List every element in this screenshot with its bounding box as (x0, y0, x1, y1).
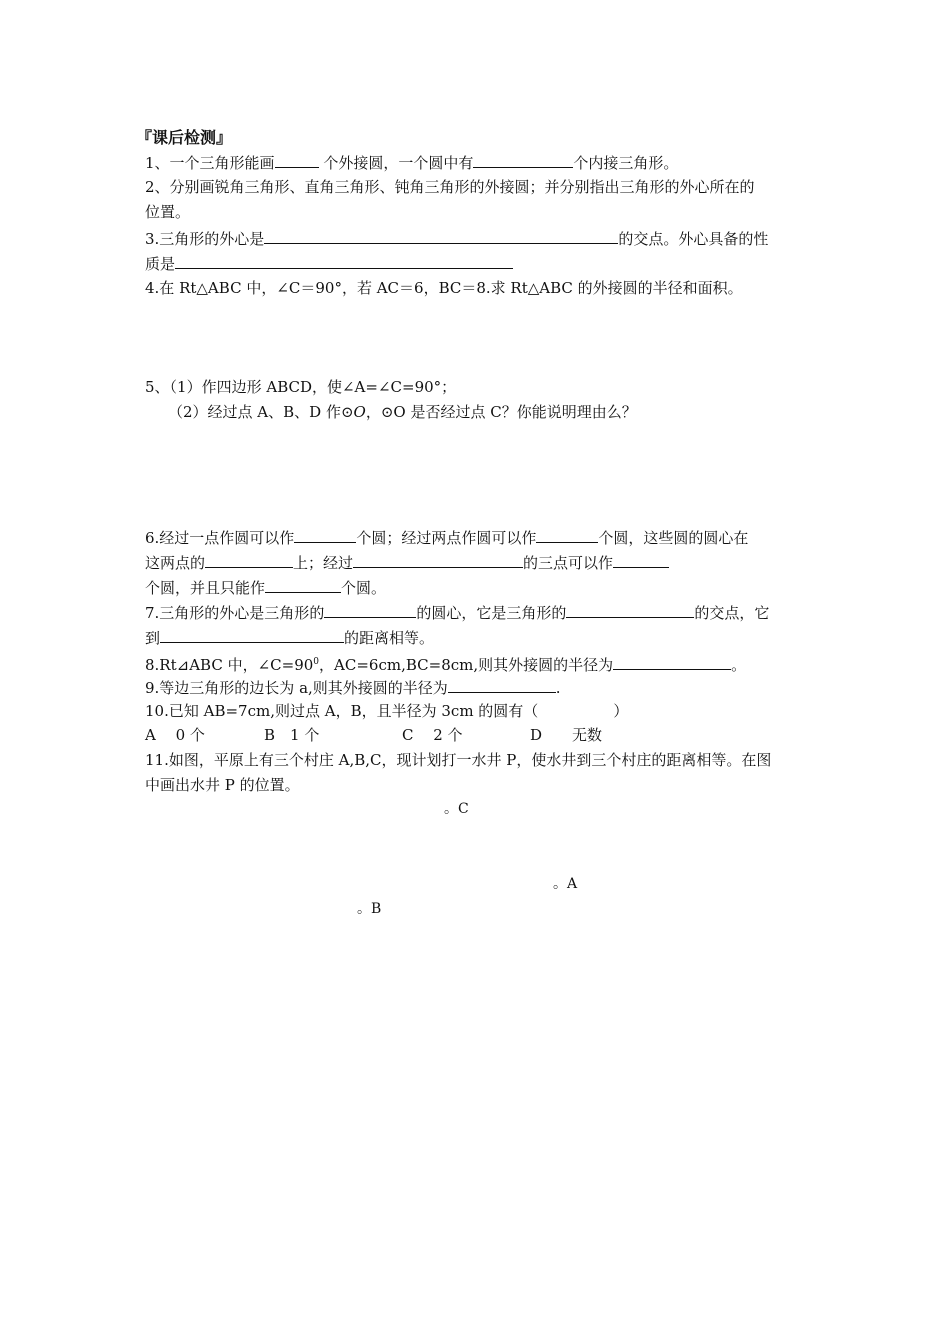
q8-text-a: 8.Rt⊿ABC 中，∠C=90 (145, 656, 314, 674)
q5-text-a: （2）经过点 A、B、D 作⊙ (168, 403, 354, 421)
q8-degree-sup: 0 (313, 657, 320, 667)
q3-blank-1[interactable] (264, 228, 618, 244)
q6-blank-1[interactable] (294, 527, 356, 543)
q8-blank-1[interactable] (613, 654, 731, 670)
question-6-line-3 (145, 577, 386, 598)
q10-option-b[interactable]: B 1 个 (264, 726, 320, 744)
question-7-line-1 (145, 602, 769, 623)
q1-text-b: 个外接圆，一个圆中有 (318, 154, 474, 172)
q6-text-g: 个圆，并且只能作 (145, 579, 266, 597)
q7-text-b: 的圆心，它是三角形的 (416, 604, 567, 622)
q6-text-c: 个圆，这些圆的圆心在 (598, 529, 749, 547)
question-11-line-2: 中画出水井 P 的位置。 (145, 776, 300, 794)
question-3-line-2 (145, 253, 513, 274)
q9-blank-1[interactable] (448, 677, 556, 693)
question-7-line-2 (145, 627, 434, 648)
section-title: 『课后检测』 (136, 128, 233, 147)
q6-blank-4[interactable] (353, 552, 523, 568)
q3-text-a: 3.三角形的外心是 (145, 230, 265, 248)
question-11-line-1: 11.如图，平原上有三个村庄 A,B,C，现计划打一水井 P，使水井到三个村庄的距离相等。在图 (145, 751, 772, 769)
q6-blank-2[interactable] (536, 527, 598, 543)
q7-blank-3[interactable] (160, 627, 344, 643)
q1-blank-1[interactable] (275, 152, 319, 168)
q3-text-c: 质是 (145, 255, 176, 273)
q5-circle-label: O (353, 403, 366, 421)
q3-blank-2[interactable] (175, 253, 513, 269)
question-3-line-1 (145, 228, 768, 249)
village-a-point: 。A (553, 876, 578, 892)
q8-text-b: ，AC=6cm,BC=8cm,则其外接圆的半径为 (319, 656, 614, 674)
question-2-line-2: 位置。 (145, 203, 191, 221)
q10-option-d[interactable]: D 无数 (530, 726, 603, 744)
q3-text-b: 的交点。外心具备的性 (618, 230, 769, 248)
q6-text-e: 上；经过 (293, 554, 354, 572)
q6-text-b: 个圆；经过两点作圆可以作 (356, 529, 537, 547)
q6-text-d: 这两点的 (145, 554, 206, 572)
question-9 (145, 677, 561, 698)
question-10: 10.已知 AB=7cm,则过点 A，B，且半径为 3cm 的圆有（ ） (145, 702, 629, 720)
q6-text-f: 的三点可以作 (523, 554, 614, 572)
q7-blank-1[interactable] (324, 602, 416, 618)
village-c-point: 。C (444, 801, 469, 817)
q6-blank-3[interactable] (205, 552, 293, 568)
q9-text-a: 9.等边三角形的边长为 a,则其外接圆的半径为 (145, 679, 448, 697)
question-8 (145, 652, 746, 675)
q7-blank-2[interactable] (566, 602, 694, 618)
q6-blank-6[interactable] (265, 577, 341, 593)
q5-text-c: ，⊙O 是否经过点 C？你能说明理由么？ (365, 403, 637, 421)
q1-text-c: 个内接三角形。 (573, 154, 679, 172)
q7-text-d: 到 (145, 629, 161, 647)
q6-text-h: 个圆。 (341, 579, 387, 597)
q7-text-a: 7.三角形的外心是三角形的 (145, 604, 325, 622)
q10-option-c[interactable]: C 2 个 (402, 726, 463, 744)
q7-text-c: 的交点，它 (694, 604, 770, 622)
q6-blank-5[interactable] (613, 552, 669, 568)
q8-text-c: 。 (731, 656, 747, 674)
q9-text-b: . (555, 679, 561, 697)
question-6-line-2 (145, 552, 669, 573)
q6-text-a: 6.经过一点作圆可以作 (145, 529, 295, 547)
question-2-line-1: 2、分别画锐角三角形、直角三角形、钝角三角形的外接圆；并分别指出三角形的外心所在的 (145, 178, 755, 196)
q7-text-e: 的距离相等。 (344, 629, 435, 647)
question-6-line-1 (145, 527, 748, 548)
question-5-line-2 (168, 402, 637, 422)
question-5-line-1: 5、（1）作四边形 ABCD，使∠A=∠C=90°； (145, 378, 457, 396)
q10-option-a[interactable]: A 0 个 (145, 726, 205, 744)
q1-blank-2[interactable] (473, 152, 573, 168)
question-4: 4.在 Rt△ABC 中，∠C＝90°，若 AC＝6，BC＝8.求 Rt△ABC 的外接圆的半径和面积。 (145, 279, 743, 297)
question-1 (145, 152, 678, 173)
q1-text-a: 1、一个三角形能画 (145, 154, 275, 172)
village-b-point: 。B (357, 901, 382, 917)
